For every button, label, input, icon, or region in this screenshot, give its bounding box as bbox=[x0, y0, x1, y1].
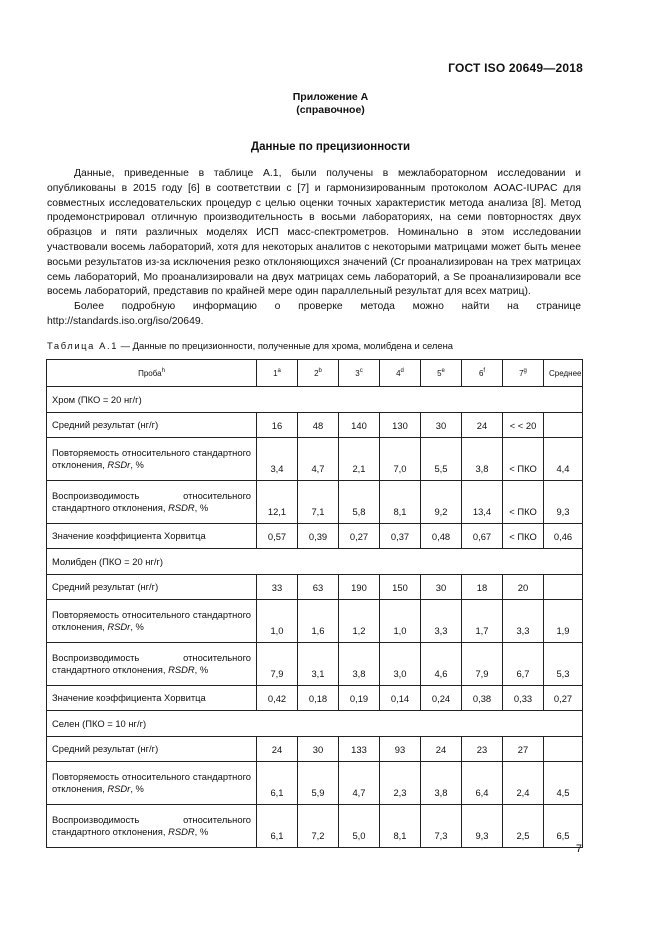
value-cell: 0,67 bbox=[462, 524, 503, 549]
group-title: Хром (ПКО = 20 нг/г) bbox=[47, 387, 583, 413]
value-cell: 9,2 bbox=[421, 481, 462, 524]
row-label: Средний результат (нг/г) bbox=[47, 575, 257, 600]
value-cell: 1,6 bbox=[298, 600, 339, 643]
value-cell: 5,5 bbox=[421, 438, 462, 481]
value-cell: 5,0 bbox=[339, 805, 380, 848]
row-label: Воспроизводимость относительного стандартного отклонения, RSDR, % bbox=[47, 805, 257, 848]
row-label: Воспроизводимость относительного стандартного отклонения, RSDR, % bbox=[47, 481, 257, 524]
value-cell: 12,1 bbox=[257, 481, 298, 524]
value-cell: 7,9 bbox=[257, 643, 298, 686]
table-caption bbox=[47, 340, 453, 351]
mean-cell bbox=[544, 737, 583, 762]
row-label: Значение коэффициента Хорвитца bbox=[47, 524, 257, 549]
table-row bbox=[47, 686, 583, 711]
value-cell: 1,2 bbox=[339, 600, 380, 643]
body-text bbox=[47, 167, 581, 330]
annex-heading bbox=[0, 91, 661, 117]
table-row bbox=[47, 737, 583, 762]
paragraph: Данные, приведенные в таблице А.1, были получены в межлабораторном исследовании и опубликованы в 2015 году [6] в соответствии с [7] и гармонизированным протоколом AOAC-IUPAC для совместных исследовательских процедур с целью оценки точных характеристик метода анализа [8]. Метод продемонстрировал отличную производительность в восьми лабораториях, на семи повторностях двух образцов и пяти различных моделях ИСП масс-спектрометров. Номинально в этом исследовании участвовали восемь лабораторий, хотя для некоторых аналитов с некоторыми матрицами может быть менее восьми результатов из-за исключения резко отклоняющихся значений (Cr проанализирован на трех матрицах семь лабораторий, Mo проанализировали на двух матрицах семь лабораторий, а Se проанализировали все восемь лабораторий, представив по крайней мере один параллельный результат для всех матриц). bbox=[47, 168, 581, 298]
value-cell: 8,1 bbox=[380, 481, 421, 524]
value-cell: 4,7 bbox=[298, 438, 339, 481]
annex-title: Приложение А bbox=[292, 91, 369, 103]
value-cell: < < 20 bbox=[503, 413, 544, 438]
value-cell: 0,33 bbox=[503, 686, 544, 711]
mean-cell: 4,5 bbox=[544, 762, 583, 805]
header-sample-6: 6$^f$ bbox=[462, 360, 503, 387]
value-cell: 0,39 bbox=[298, 524, 339, 549]
mean-cell: 0,46 bbox=[544, 524, 583, 549]
value-cell: 0,38 bbox=[462, 686, 503, 711]
value-cell: 30 bbox=[298, 737, 339, 762]
mean-cell: 5,3 bbox=[544, 643, 583, 686]
value-cell: 5,9 bbox=[298, 762, 339, 805]
row-label: Повторяемость относительного стандартного отклонения, RSDr, % bbox=[47, 762, 257, 805]
value-cell: 7,9 bbox=[462, 643, 503, 686]
table-row bbox=[47, 575, 583, 600]
value-cell: 30 bbox=[421, 413, 462, 438]
mean-cell bbox=[544, 575, 583, 600]
value-cell: 190 bbox=[339, 575, 380, 600]
value-cell: 13,4 bbox=[462, 481, 503, 524]
row-label: Средний результат (нг/г) bbox=[47, 737, 257, 762]
table-caption-text: — Данные по прецизионности, полученные для хрома, молибдена и селена bbox=[118, 340, 454, 351]
header-sample: Проба$^h$ bbox=[47, 360, 257, 387]
row-label: Воспроизводимость относительного стандартного отклонения, RSDR, % bbox=[47, 643, 257, 686]
mean-cell: 4,4 bbox=[544, 438, 583, 481]
mean-cell: 6,5 bbox=[544, 805, 583, 848]
precision-table bbox=[46, 359, 583, 848]
value-cell: 6,1 bbox=[257, 805, 298, 848]
header-sample-2: 2$^b$ bbox=[298, 360, 339, 387]
value-cell: 4,7 bbox=[339, 762, 380, 805]
table-row bbox=[47, 600, 583, 643]
header-sample-7: 7$^g$ bbox=[503, 360, 544, 387]
value-cell: 7,1 bbox=[298, 481, 339, 524]
value-cell: 4,6 bbox=[421, 643, 462, 686]
value-cell: 150 bbox=[380, 575, 421, 600]
value-cell: 1,0 bbox=[380, 600, 421, 643]
group-row bbox=[47, 549, 583, 575]
value-cell: 30 bbox=[421, 575, 462, 600]
value-cell: 3,8 bbox=[421, 762, 462, 805]
mean-cell: 0,27 bbox=[544, 686, 583, 711]
table-row bbox=[47, 805, 583, 848]
value-cell: 27 bbox=[503, 737, 544, 762]
value-cell: 93 bbox=[380, 737, 421, 762]
value-cell: 0,57 bbox=[257, 524, 298, 549]
value-cell: 1,0 bbox=[257, 600, 298, 643]
value-cell: 63 bbox=[298, 575, 339, 600]
value-cell: 0,27 bbox=[339, 524, 380, 549]
row-label: Значение коэффициента Хорвитца bbox=[47, 686, 257, 711]
annex-subtitle: (справочное) bbox=[296, 104, 365, 116]
header-mean: Среднее bbox=[544, 360, 583, 387]
value-cell: 5,8 bbox=[339, 481, 380, 524]
value-cell: 16 bbox=[257, 413, 298, 438]
value-cell: 0,37 bbox=[380, 524, 421, 549]
row-label: Повторяемость относительного стандартного отклонения, RSDr, % bbox=[47, 438, 257, 481]
standard-code: ГОСТ ISO 20649—2018 bbox=[448, 61, 583, 75]
value-cell: 2,3 bbox=[380, 762, 421, 805]
value-cell: 33 bbox=[257, 575, 298, 600]
value-cell: 0,48 bbox=[421, 524, 462, 549]
value-cell: < ПКО bbox=[503, 438, 544, 481]
value-cell: 48 bbox=[298, 413, 339, 438]
value-cell: 140 bbox=[339, 413, 380, 438]
value-cell: 3,0 bbox=[380, 643, 421, 686]
value-cell: 3,1 bbox=[298, 643, 339, 686]
mean-cell bbox=[544, 413, 583, 438]
value-cell: 18 bbox=[462, 575, 503, 600]
page-number: 7 bbox=[575, 843, 582, 855]
table-body bbox=[47, 387, 583, 848]
value-cell: 0,42 bbox=[257, 686, 298, 711]
row-label: Повторяемость относительного стандартного отклонения, RSDr, % bbox=[47, 600, 257, 643]
value-cell: 0,18 bbox=[298, 686, 339, 711]
group-title: Селен (ПКО = 10 нг/г) bbox=[47, 711, 583, 737]
header-sample-4: 4$^d$ bbox=[380, 360, 421, 387]
value-cell: 6,4 bbox=[462, 762, 503, 805]
mean-cell: 1,9 bbox=[544, 600, 583, 643]
value-cell: 7,3 bbox=[421, 805, 462, 848]
value-cell: 130 bbox=[380, 413, 421, 438]
value-cell: 3,8 bbox=[462, 438, 503, 481]
value-cell: 3,4 bbox=[257, 438, 298, 481]
value-cell: 20 bbox=[503, 575, 544, 600]
section-title: Данные по прецизионности bbox=[250, 141, 411, 153]
table-row bbox=[47, 524, 583, 549]
table-row bbox=[47, 481, 583, 524]
value-cell: 6,1 bbox=[257, 762, 298, 805]
value-cell: 3,3 bbox=[421, 600, 462, 643]
table-row bbox=[47, 413, 583, 438]
table-header-row bbox=[47, 360, 583, 387]
group-row bbox=[47, 711, 583, 737]
value-cell: 8,1 bbox=[380, 805, 421, 848]
value-cell: 3,3 bbox=[503, 600, 544, 643]
group-row bbox=[47, 387, 583, 413]
mean-cell: 9,3 bbox=[544, 481, 583, 524]
table-row bbox=[47, 762, 583, 805]
table-row bbox=[47, 438, 583, 481]
value-cell: 7,2 bbox=[298, 805, 339, 848]
value-cell: 2,1 bbox=[339, 438, 380, 481]
value-cell: 0,14 bbox=[380, 686, 421, 711]
row-label: Средний результат (нг/г) bbox=[47, 413, 257, 438]
value-cell: 9,3 bbox=[462, 805, 503, 848]
table-caption-label: Таблица А.1 bbox=[47, 340, 119, 351]
value-cell: < ПКО bbox=[503, 481, 544, 524]
value-cell: 24 bbox=[257, 737, 298, 762]
value-cell: 7,0 bbox=[380, 438, 421, 481]
value-cell: < ПКО bbox=[503, 524, 544, 549]
group-title: Молибден (ПКО = 20 нг/г) bbox=[47, 549, 583, 575]
header-sample-1: 1$^a$ bbox=[257, 360, 298, 387]
value-cell: 0,24 bbox=[421, 686, 462, 711]
value-cell: 6,7 bbox=[503, 643, 544, 686]
value-cell: 2,4 bbox=[503, 762, 544, 805]
value-cell: 2,5 bbox=[503, 805, 544, 848]
value-cell: 23 bbox=[462, 737, 503, 762]
table-row bbox=[47, 643, 583, 686]
value-cell: 0,19 bbox=[339, 686, 380, 711]
paragraph: Более подробную информацию о проверке метода можно найти на странице http://standards.iso.org/iso/20649. bbox=[47, 301, 581, 327]
header-sample-3: 3$^c$ bbox=[339, 360, 380, 387]
value-cell: 24 bbox=[462, 413, 503, 438]
header-sample-5: 5e bbox=[421, 360, 462, 387]
value-cell: 1,7 bbox=[462, 600, 503, 643]
value-cell: 133 bbox=[339, 737, 380, 762]
value-cell: 3,8 bbox=[339, 643, 380, 686]
value-cell: 24 bbox=[421, 737, 462, 762]
